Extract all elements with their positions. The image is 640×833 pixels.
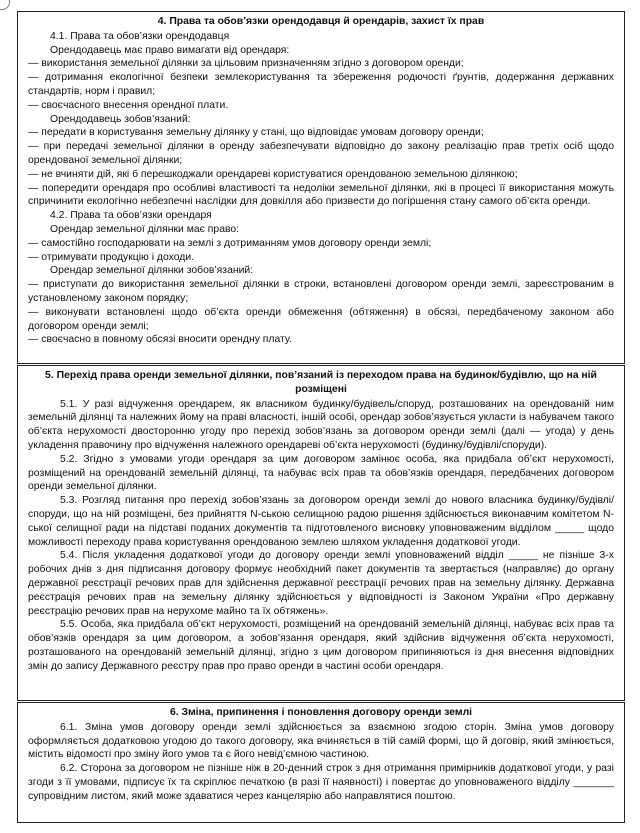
paragraph: Орендар земельної ділянки зобов’язаний: — [50, 265, 254, 277]
section-6 — [17, 702, 625, 823]
paragraph: — самостійно господарювати на землі з дотриманням умов договору оренди землі; — [28, 237, 432, 249]
paragraph: — передати в користування земельну ділянку у стані, що відповідає умовам договору оренди; — [28, 127, 484, 139]
section-5-title: 5. Перехід права оренди земельної ділянки, пов’язаний із переходом права на будинок/будівлю, що на ній розміщені — [45, 370, 597, 395]
paragraph: 5.5. Особа, яка придбала об’єкт нерухомості, розміщений на орендованій земельній ділянці, набуває всіх прав та обов’язків орендаря за цим договором, а зобов’язання орендаря, який здійснив відчуження об’єкта нерухомості, розташованого на орендованій земельній ділянці, згідно з цим договором припиняються із дня внесення відповідних змін до запису Державного реєстру прав про право оренди в частині особи орендаря. — [28, 619, 614, 672]
paragraph: — попередити орендаря про особливі властивості та недоліки земельної ділянки, які в процесі її використання можуть спричинити екологічно небезпечні наслідки для довкілля або призвести до погіршення стану самого об’єкта оренди. — [28, 182, 614, 208]
paragraph: 6.1. Зміна умов договору оренди землі здійснюється за взаємною згодою сторін. Зміна умов договору оформляється додатковою угодою до такого договору, яка вчиняється в тій самій формі, що й договір, який змінюється, містить відомості про зміну його умов та є його невід’ємною частиною. — [28, 721, 614, 761]
paragraph: 5.3. Розгляд питання про перехід зобов’язань за договором оренди землі до нового власника будинку/будівлі/споруди, що на ній розміщені, без прийняття N-ською селищною радою рішення здійснюється виконавчим комітетом N-ської селищної ради на підставі поданих документів та підготовленого висновку уповноваженим відділом _____ щодо можливості переходу права користування орендованою землею шляхом укладення додаткової угоди. — [28, 495, 614, 548]
paragraph: — не вчиняти дій, які б перешкоджали орендареві користуватися орендованою земельною ділянкою; — [28, 168, 518, 180]
paragraph: — використання земельної ділянки за цільовим призначенням згідно з договором оренди; — [28, 58, 464, 70]
section-4-title: 4. Права та обов’язки орендодавця й орендарів, захист їх прав — [157, 16, 485, 27]
corner-mark — [0, 0, 10, 10]
section-6-title: 6. Зміна, припинення і поновлення договору оренди землі — [169, 707, 473, 718]
section-5 — [17, 365, 625, 701]
paragraph: — приступати до використання земельної ділянки в строки, встановлені договором оренди землі, зареєстрованим в установленому законом порядку; — [28, 279, 614, 304]
paragraph: 6.2. Сторона за договором не пізніше ніж в 20-денний строк з дня отримання примірників додаткової угоди, у разі згоди з її умовами, підписує їх та скріплює печаткою (в разі її наявності) і повертає до уповноваженого відділу _______ супровідним листом, який може здаватися через канцелярію або направлятися поштою. — [28, 763, 614, 802]
paragraph: 4.1. Права та обов’язки орендодавця — [50, 30, 230, 42]
paragraph: Орендар земельної ділянки має право: — [50, 223, 240, 235]
paragraph: Орендодавець зобов’язаний: — [50, 113, 191, 125]
section-4 — [17, 11, 625, 364]
paragraph: — отримувати продукцію і доходи. — [28, 251, 195, 263]
paragraph: — при передачі земельної ділянки в оренду забезпечувати відповідно до закону реалізацію прав третіх осіб щодо орендованої земельної ділянки; — [28, 141, 614, 166]
paragraph: 5.2. Згідно з умовами угоди орендаря за цим договором замінює особа, яка придбала об’єкт нерухомості, розміщений на орендованій земельній ділянці, та набуває всіх прав та обов’язків орендаря, передбачених договором оренди земельної ділянки. — [28, 453, 614, 493]
paragraph: 4.2. Права та обов’язки орендаря — [50, 210, 212, 222]
paragraph: — виконувати встановлені щодо об’єкта оренди обмеження (обтяження) в обсязі, передбаченому законом або договором оренди землі; — [28, 306, 614, 332]
paragraph: Орендодавець має право вимагати від орендаря: — [50, 44, 290, 56]
paragraph: — дотримання екологічної безпеки землекористування та збереження родючості ґрунтів, додержання державних стандартів, норм і правил; — [28, 72, 614, 97]
paragraph: 5.1. У разі відчуження орендарем, як власником будинку/будівель/споруд, розташованих на орендованій ним земельній ділянці та належних йому на праві власності, іншій особі, орендар зобов’язується укласти із набувачем такого об’єкта нерухомості двосторонню угоду про перехід зобов’язань за договором оренди землі (далі — угода) у день укладення правочину про відчуження належного орендареві об’єкта нерухомості (будинку/будівлі/споруди). — [28, 398, 614, 451]
paragraph: 5.4. Після укладення додаткової угоди до договору оренди землі уповноважений відділ _____ не пізніше 3-х робочих днів з дня підписання договору формує необхідний пакет документів та звертається (направляє) до органу державної реєстрації речових прав для здійснення державної реєстрації речових прав на земельну ділянку. Державна реєстрація речових прав на земельну ділянку здійснюється у відповідності із Законом України «Про державну реєстрацію речових прав на нерухоме майно та їх обтяжень». — [28, 550, 614, 617]
paragraph: — своєчасного внесення орендної плати. — [28, 99, 229, 111]
paragraph: — своєчасно в повному обсязі вносити орендну плату. — [28, 334, 292, 346]
